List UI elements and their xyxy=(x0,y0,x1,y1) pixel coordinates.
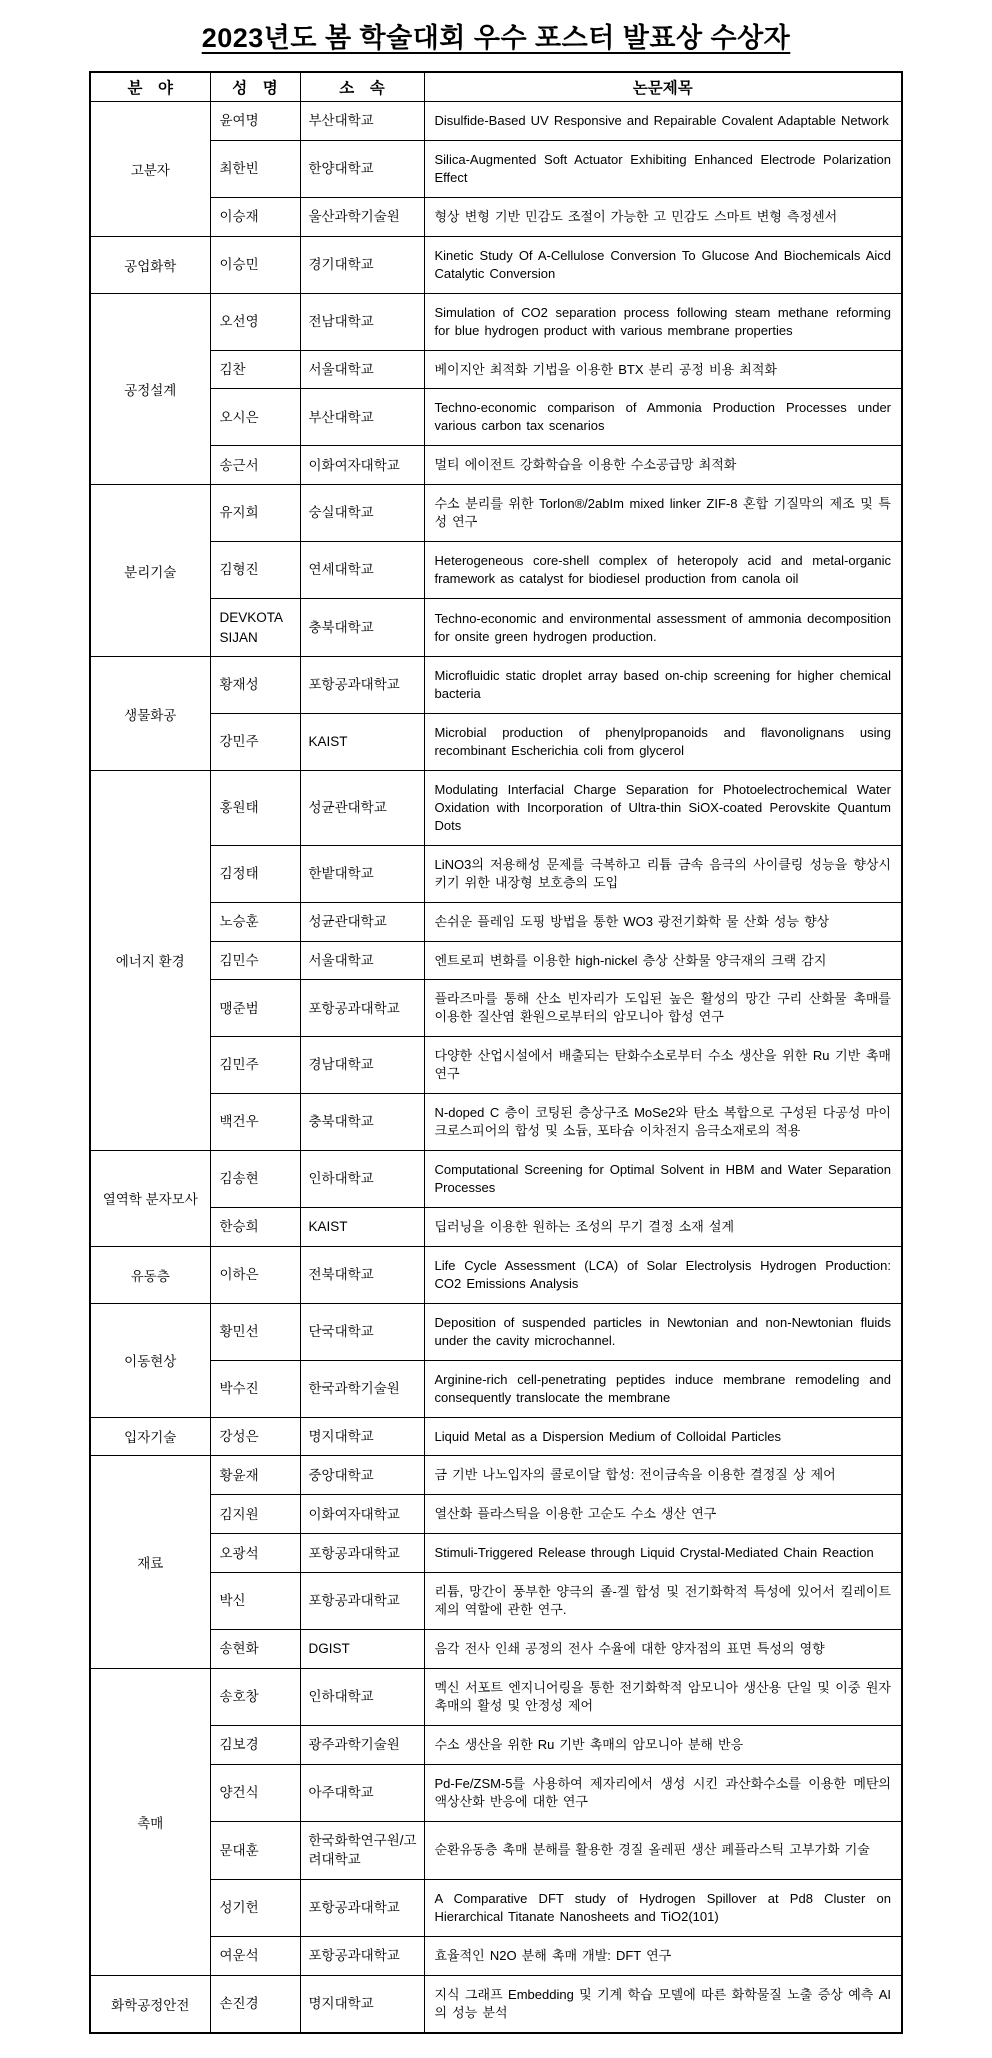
table-row xyxy=(90,1417,902,1456)
table-row xyxy=(90,1879,902,1936)
table-row xyxy=(90,1037,902,1094)
name-cell: 강성은 xyxy=(210,1417,300,1456)
name-cell: 박수진 xyxy=(210,1360,300,1417)
table-row xyxy=(90,102,902,141)
table-row xyxy=(90,902,902,941)
affiliation-cell: 포항공과대학교 xyxy=(300,1534,424,1573)
name-cell: 강민주 xyxy=(210,714,300,771)
affiliation-cell: KAIST xyxy=(300,1207,424,1246)
paper-title-cell: Computational Screening for Optimal Solvent in HBM and Water Separation Processes xyxy=(424,1151,902,1208)
name-cell: 최한빈 xyxy=(210,140,300,197)
affiliation-cell: 포항공과대학교 xyxy=(300,1936,424,1975)
paper-title-cell: 수소 생산을 위한 Ru 기반 촉매의 암모니아 분해 반응 xyxy=(424,1725,902,1764)
name-cell: 황재성 xyxy=(210,657,300,714)
table-row xyxy=(90,770,902,845)
table-row xyxy=(90,1094,902,1151)
name-cell: 맹준범 xyxy=(210,980,300,1037)
affiliation-cell: 포항공과대학교 xyxy=(300,1573,424,1630)
paper-title-cell: 열산화 플라스틱을 이용한 고순도 수소 생산 연구 xyxy=(424,1495,902,1534)
paper-title-cell: Modulating Interfacial Charge Separation for Photoelectrochemical Water Oxidation with Incorporation of Ultra-thin SiOX-coated Perovskite Quantum Dots xyxy=(424,770,902,845)
table-row xyxy=(90,1630,902,1669)
table-row xyxy=(90,980,902,1037)
table-row xyxy=(90,1534,902,1573)
name-cell: 성기헌 xyxy=(210,1879,300,1936)
paper-title-cell: N-doped C 층이 코팅된 층상구조 MoSe2와 탄소 복합으로 구성된 다공성 마이크로스피어의 합성 및 소듐, 포타슘 이차전지 음극소재로의 적용 xyxy=(424,1094,902,1151)
table-row xyxy=(90,542,902,599)
table-row xyxy=(90,1151,902,1208)
table-row xyxy=(90,1456,902,1495)
awards-table xyxy=(89,71,903,2034)
table-row xyxy=(90,1975,902,2032)
name-cell: 김송현 xyxy=(210,1151,300,1208)
table-row xyxy=(90,1936,902,1975)
table-row xyxy=(90,1246,902,1303)
table-row xyxy=(90,1821,902,1879)
name-cell: 김형진 xyxy=(210,542,300,599)
paper-title-cell: 다양한 산업시설에서 배출되는 탄화수소로부터 수소 생산을 위한 Ru 기반 촉매 연구 xyxy=(424,1037,902,1094)
field-cell: 촉매 xyxy=(90,1669,210,1976)
header-row xyxy=(90,72,902,102)
paper-title-cell: Arginine-rich cell-penetrating peptides induce membrane remodeling and consequently translocate the membrane xyxy=(424,1360,902,1417)
table-row xyxy=(90,197,902,236)
name-cell: 김찬 xyxy=(210,350,300,389)
name-cell: 윤여명 xyxy=(210,102,300,141)
table-row xyxy=(90,293,902,350)
paper-title-cell: Kinetic Study Of A-Cellulose Conversion To Glucose And Biochemicals Aicd Catalytic Conversion xyxy=(424,236,902,293)
column-header-paper-title: 논문제목 xyxy=(424,72,902,102)
affiliation-cell: 숭실대학교 xyxy=(300,485,424,542)
paper-title-cell: Microfluidic static droplet array based on-chip screening for higher chemical bacteria xyxy=(424,657,902,714)
affiliation-cell: 한양대학교 xyxy=(300,140,424,197)
paper-title-cell: Microbial production of phenylpropanoids and flavonolignans using recombinant Escherichia coli from glycerol xyxy=(424,714,902,771)
name-cell: 손진경 xyxy=(210,1975,300,2032)
field-cell: 화학공정안전 xyxy=(90,1975,210,2032)
paper-title-cell: Life Cycle Assessment (LCA) of Solar Electrolysis Hydrogen Production: CO2 Emissions Analysis xyxy=(424,1246,902,1303)
affiliation-cell: 충북대학교 xyxy=(300,599,424,657)
affiliation-cell: 아주대학교 xyxy=(300,1764,424,1821)
paper-title-cell: 형상 변형 기반 민감도 조절이 가능한 고 민감도 스마트 변형 측정센서 xyxy=(424,197,902,236)
paper-title-cell: Heterogeneous core-shell complex of heteropoly acid and metal-organic framework as catalyst for biodiesel production from canola oil xyxy=(424,542,902,599)
name-cell: 오시은 xyxy=(210,389,300,446)
name-cell: 황윤재 xyxy=(210,1456,300,1495)
affiliation-cell: 단국대학교 xyxy=(300,1303,424,1360)
name-cell: 송현화 xyxy=(210,1630,300,1669)
field-cell: 입자기술 xyxy=(90,1417,210,1456)
name-cell: 이하은 xyxy=(210,1246,300,1303)
name-cell: 홍원태 xyxy=(210,770,300,845)
affiliation-cell: 한밭대학교 xyxy=(300,845,424,902)
paper-title-cell: 수소 분리를 위한 Torlon®/2abIm mixed linker ZIF-8 혼합 기질막의 제조 및 특성 연구 xyxy=(424,485,902,542)
paper-title-cell: 지식 그래프 Embedding 및 기계 학습 모델에 따른 화학물질 노출 증상 예측 AI의 성능 분석 xyxy=(424,1975,902,2032)
affiliation-cell: 한국화학연구원/고려대학교 xyxy=(300,1821,424,1879)
awards-table-header xyxy=(90,72,902,102)
name-cell: DEVKOTA SIJAN xyxy=(210,599,300,657)
affiliation-cell: DGIST xyxy=(300,1630,424,1669)
affiliation-cell: 광주과학기술원 xyxy=(300,1725,424,1764)
paper-title-cell: Simulation of CO2 separation process following steam methane reforming for blue hydrogen product with various membrane properties xyxy=(424,293,902,350)
affiliation-cell: 명지대학교 xyxy=(300,1975,424,2032)
paper-title-cell: Techno-economic comparison of Ammonia Production Processes under various carbon tax scenarios xyxy=(424,389,902,446)
name-cell: 이승재 xyxy=(210,197,300,236)
name-cell: 김지원 xyxy=(210,1495,300,1534)
affiliation-cell: 이화여자대학교 xyxy=(300,1495,424,1534)
affiliation-cell: 서울대학교 xyxy=(300,941,424,980)
table-row xyxy=(90,1360,902,1417)
table-row xyxy=(90,485,902,542)
paper-title-cell: A Comparative DFT study of Hydrogen Spillover at Pd8 Cluster on Hierarchical Titanate Nanosheets and TiO2(101) xyxy=(424,1879,902,1936)
paper-title-cell: 순환유동층 촉매 분해를 활용한 경질 올레핀 생산 페플라스틱 고부가화 기술 xyxy=(424,1821,902,1879)
paper-title-cell: Silica-Augmented Soft Actuator Exhibiting Enhanced Electrode Polarization Effect xyxy=(424,140,902,197)
paper-title-cell: Techno-economic and environmental assessment of ammonia decomposition for onsite green hydrogen production. xyxy=(424,599,902,657)
table-row xyxy=(90,1207,902,1246)
field-cell: 열역학 분자모사 xyxy=(90,1151,210,1247)
paper-title-cell: 멀티 에이전트 강화학습을 이용한 수소공급망 최적화 xyxy=(424,446,902,485)
field-cell: 분리기술 xyxy=(90,485,210,657)
name-cell: 양건식 xyxy=(210,1764,300,1821)
affiliation-cell: 경기대학교 xyxy=(300,236,424,293)
table-row xyxy=(90,236,902,293)
table-row xyxy=(90,140,902,197)
affiliation-cell: 서울대학교 xyxy=(300,350,424,389)
table-row xyxy=(90,1573,902,1630)
affiliation-cell: 성균관대학교 xyxy=(300,770,424,845)
field-cell: 공업화학 xyxy=(90,236,210,293)
affiliation-cell: 인하대학교 xyxy=(300,1151,424,1208)
table-row xyxy=(90,657,902,714)
field-cell: 에너지 환경 xyxy=(90,770,210,1150)
field-cell: 재료 xyxy=(90,1456,210,1669)
name-cell: 송근서 xyxy=(210,446,300,485)
table-row xyxy=(90,1303,902,1360)
affiliation-cell: KAIST xyxy=(300,714,424,771)
paper-title-cell: 금 기반 나노입자의 콜로이달 합성: 전이금속을 이용한 결정질 상 제어 xyxy=(424,1456,902,1495)
paper-title-cell: Liquid Metal as a Dispersion Medium of Colloidal Particles xyxy=(424,1417,902,1456)
name-cell: 오선영 xyxy=(210,293,300,350)
table-row xyxy=(90,446,902,485)
paper-title-cell: 손쉬운 플레임 도핑 방법을 통한 WO3 광전기화학 물 산화 성능 향상 xyxy=(424,902,902,941)
name-cell: 황민선 xyxy=(210,1303,300,1360)
affiliation-cell: 명지대학교 xyxy=(300,1417,424,1456)
name-cell: 여운석 xyxy=(210,1936,300,1975)
column-header-affiliation: 소 속 xyxy=(300,72,424,102)
affiliation-cell: 전남대학교 xyxy=(300,293,424,350)
column-header-field: 분 야 xyxy=(90,72,210,102)
affiliation-cell: 이화여자대학교 xyxy=(300,446,424,485)
name-cell: 백건우 xyxy=(210,1094,300,1151)
affiliation-cell: 경남대학교 xyxy=(300,1037,424,1094)
name-cell: 김민수 xyxy=(210,941,300,980)
paper-title-cell: 딥러닝을 이용한 원하는 조성의 무기 결정 소재 설계 xyxy=(424,1207,902,1246)
field-cell: 유동층 xyxy=(90,1246,210,1303)
table-row xyxy=(90,1669,902,1726)
name-cell: 김민주 xyxy=(210,1037,300,1094)
table-row xyxy=(90,1725,902,1764)
affiliation-cell: 전북대학교 xyxy=(300,1246,424,1303)
table-row xyxy=(90,941,902,980)
name-cell: 김보경 xyxy=(210,1725,300,1764)
affiliation-cell: 부산대학교 xyxy=(300,389,424,446)
paper-title-cell: 베이지안 최적화 기법을 이용한 BTX 분리 공정 비용 최적화 xyxy=(424,350,902,389)
field-cell: 이동현상 xyxy=(90,1303,210,1417)
table-row xyxy=(90,714,902,771)
paper-title-cell: Disulfide-Based UV Responsive and Repairable Covalent Adaptable Network xyxy=(424,102,902,141)
affiliation-cell: 포항공과대학교 xyxy=(300,657,424,714)
column-header-name: 성 명 xyxy=(210,72,300,102)
paper-title-cell: Stimuli-Triggered Release through Liquid Crystal-Mediated Chain Reaction xyxy=(424,1534,902,1573)
table-row xyxy=(90,599,902,657)
affiliation-cell: 충북대학교 xyxy=(300,1094,424,1151)
paper-title-cell: 멕신 서포트 엔지니어링을 통한 전기화학적 암모니아 생산용 단일 및 이중 원자 촉매의 활성 및 안정성 제어 xyxy=(424,1669,902,1726)
affiliation-cell: 인하대학교 xyxy=(300,1669,424,1726)
field-cell: 생물화공 xyxy=(90,657,210,771)
paper-title-cell: 플라즈마를 통해 산소 빈자리가 도입된 높은 활성의 망간 구리 산화물 촉매를 이용한 질산염 환원으로부터의 암모니아 합성 연구 xyxy=(424,980,902,1037)
paper-title-cell: LiNO3의 저용해성 문제를 극복하고 리튬 금속 음극의 사이클링 성능을 향상시키기 위한 내장형 보호층의 도입 xyxy=(424,845,902,902)
awards-table-body xyxy=(90,102,902,2033)
name-cell: 박신 xyxy=(210,1573,300,1630)
affiliation-cell: 포항공과대학교 xyxy=(300,980,424,1037)
affiliation-cell: 울산과학기술원 xyxy=(300,197,424,236)
table-row xyxy=(90,1495,902,1534)
name-cell: 유지희 xyxy=(210,485,300,542)
paper-title-cell: Deposition of suspended particles in Newtonian and non-Newtonian fluids under the cavity microchannel. xyxy=(424,1303,902,1360)
affiliation-cell: 포항공과대학교 xyxy=(300,1879,424,1936)
field-cell: 고분자 xyxy=(90,102,210,237)
document-title-text: 2023년도 봄 학술대회 우수 포스터 발표상 수상자 xyxy=(201,23,791,53)
affiliation-cell: 연세대학교 xyxy=(300,542,424,599)
paper-title-cell: 리튬, 망간이 풍부한 양극의 졸-겔 합성 및 전기화학적 특성에 있어서 킬레이트제의 역할에 관한 연구. xyxy=(424,1573,902,1630)
affiliation-cell: 한국과학기술원 xyxy=(300,1360,424,1417)
document-title xyxy=(0,16,992,55)
name-cell: 이승민 xyxy=(210,236,300,293)
name-cell: 문대훈 xyxy=(210,1821,300,1879)
field-cell: 공정설계 xyxy=(90,293,210,485)
name-cell: 김정태 xyxy=(210,845,300,902)
affiliation-cell: 성균관대학교 xyxy=(300,902,424,941)
affiliation-cell: 중앙대학교 xyxy=(300,1456,424,1495)
name-cell: 노승훈 xyxy=(210,902,300,941)
paper-title-cell: 음각 전사 인쇄 공정의 전사 수율에 대한 양자점의 표면 특성의 영향 xyxy=(424,1630,902,1669)
table-row xyxy=(90,1764,902,1821)
table-row xyxy=(90,350,902,389)
affiliation-cell: 부산대학교 xyxy=(300,102,424,141)
paper-title-cell: Pd-Fe/ZSM-5를 사용하여 제자리에서 생성 시킨 과산화수소를 이용한 메탄의 액상산화 반응에 대한 연구 xyxy=(424,1764,902,1821)
name-cell: 한승희 xyxy=(210,1207,300,1246)
name-cell: 오광석 xyxy=(210,1534,300,1573)
table-row xyxy=(90,389,902,446)
name-cell: 송호창 xyxy=(210,1669,300,1726)
paper-title-cell: 엔트로피 변화를 이용한 high-nickel 층상 산화물 양극재의 크랙 감지 xyxy=(424,941,902,980)
table-row xyxy=(90,845,902,902)
paper-title-cell: 효율적인 N2O 분해 촉매 개발: DFT 연구 xyxy=(424,1936,902,1975)
